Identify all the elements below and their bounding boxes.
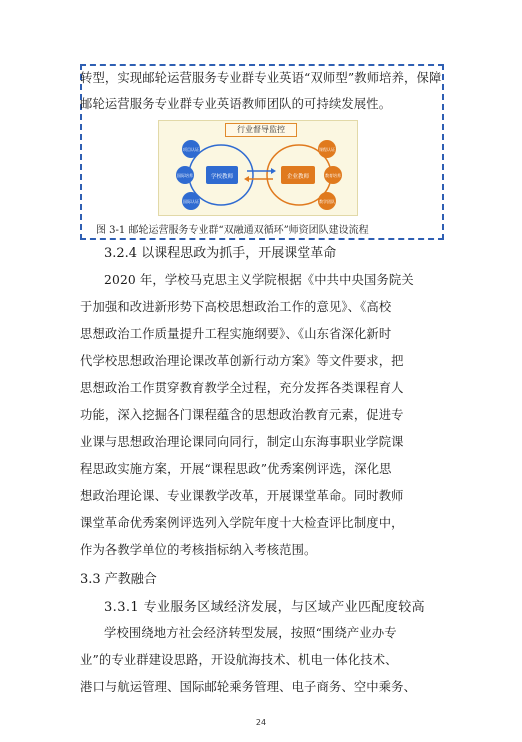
diagram-title: 行业督导监控 [225,123,297,137]
body-line: 思想政治工作贯穿教育教学全过程，充分发挥各类课程育人 [80,381,404,395]
body-line: 功能，深入挖掘各门课程蕴含的思想政治教育元素，促进专 [80,408,404,422]
left-node-1-label: 项目认证 [183,147,199,152]
top-paragraph-line-2: 邮轮运营服务专业群专业英语教师团队的可持续发展性。 [80,97,392,111]
section-heading-3-3-1: 3.3.1 专业服务区域经济发展，与区域产业匹配度较高 [104,600,426,615]
body-line: 学校围绕地方社会经济转型发展，按照“围绕产业办专 [104,626,397,640]
section-heading-3-3: 3.3 产教融合 [80,572,157,587]
body-line: 程思政实施方案，开展“课程思政”优秀案例评选，深化思 [80,462,392,476]
page-number: 24 [255,718,267,727]
top-paragraph-line-1: 转型，实现邮轮运营服务专业群专业英语“双师型”教师培养，保障 [80,71,442,85]
left-center-label: 学校教师 [210,174,234,180]
right-node-2-label: 教育培养 [325,173,341,178]
section-heading-3-2-4: 3.2.4 以课程思政为抓手，开展课堂革命 [104,246,337,261]
body-line: 想政治理论课、专业课教学改革，开展课堂革命。同时教师 [80,489,404,503]
body-line: 思想政治工作质量提升工程实施纲要》、《山东省深化新时 [80,327,392,341]
body-line: 代学校思想政治理论课改革创新行动方案》等文件要求，把 [80,354,404,368]
right-center-label: 企业教师 [286,174,310,180]
body-line: 于加强和改进新形势下高校思想政治工作的意见》、《高校 [80,300,392,314]
right-node-3-label: 教学团队 [319,199,335,204]
body-line: 2020 年，学校马克思主义学院根据《中共中央国务院关 [104,273,414,287]
body-line: 业”的专业群建设思路，开设航海技术、机电一体化技术、 [80,653,398,667]
body-line: 作为各教学单位的考核指标纳入考核范围。 [80,543,317,557]
right-node-1-label: 课程认证 [319,147,335,152]
left-node-3-label: 国际认证 [183,199,199,204]
figure-caption: 图 3-1 邮轮运营服务专业群“双融通双循环”师资团队建设流程 [96,225,369,236]
left-node-2-label: 国际培养 [177,173,193,178]
body-line: 课堂革命优秀案例评选列入学院年度十大检查评比制度中， [80,516,404,530]
body-line: 港口与航运管理、国际邮轮乘务管理、电子商务、空中乘务、 [80,680,417,694]
figure-diagram [158,120,358,216]
body-line: 业课与思想政治理论课同向同行，制定山东海事职业学院课 [80,435,404,449]
